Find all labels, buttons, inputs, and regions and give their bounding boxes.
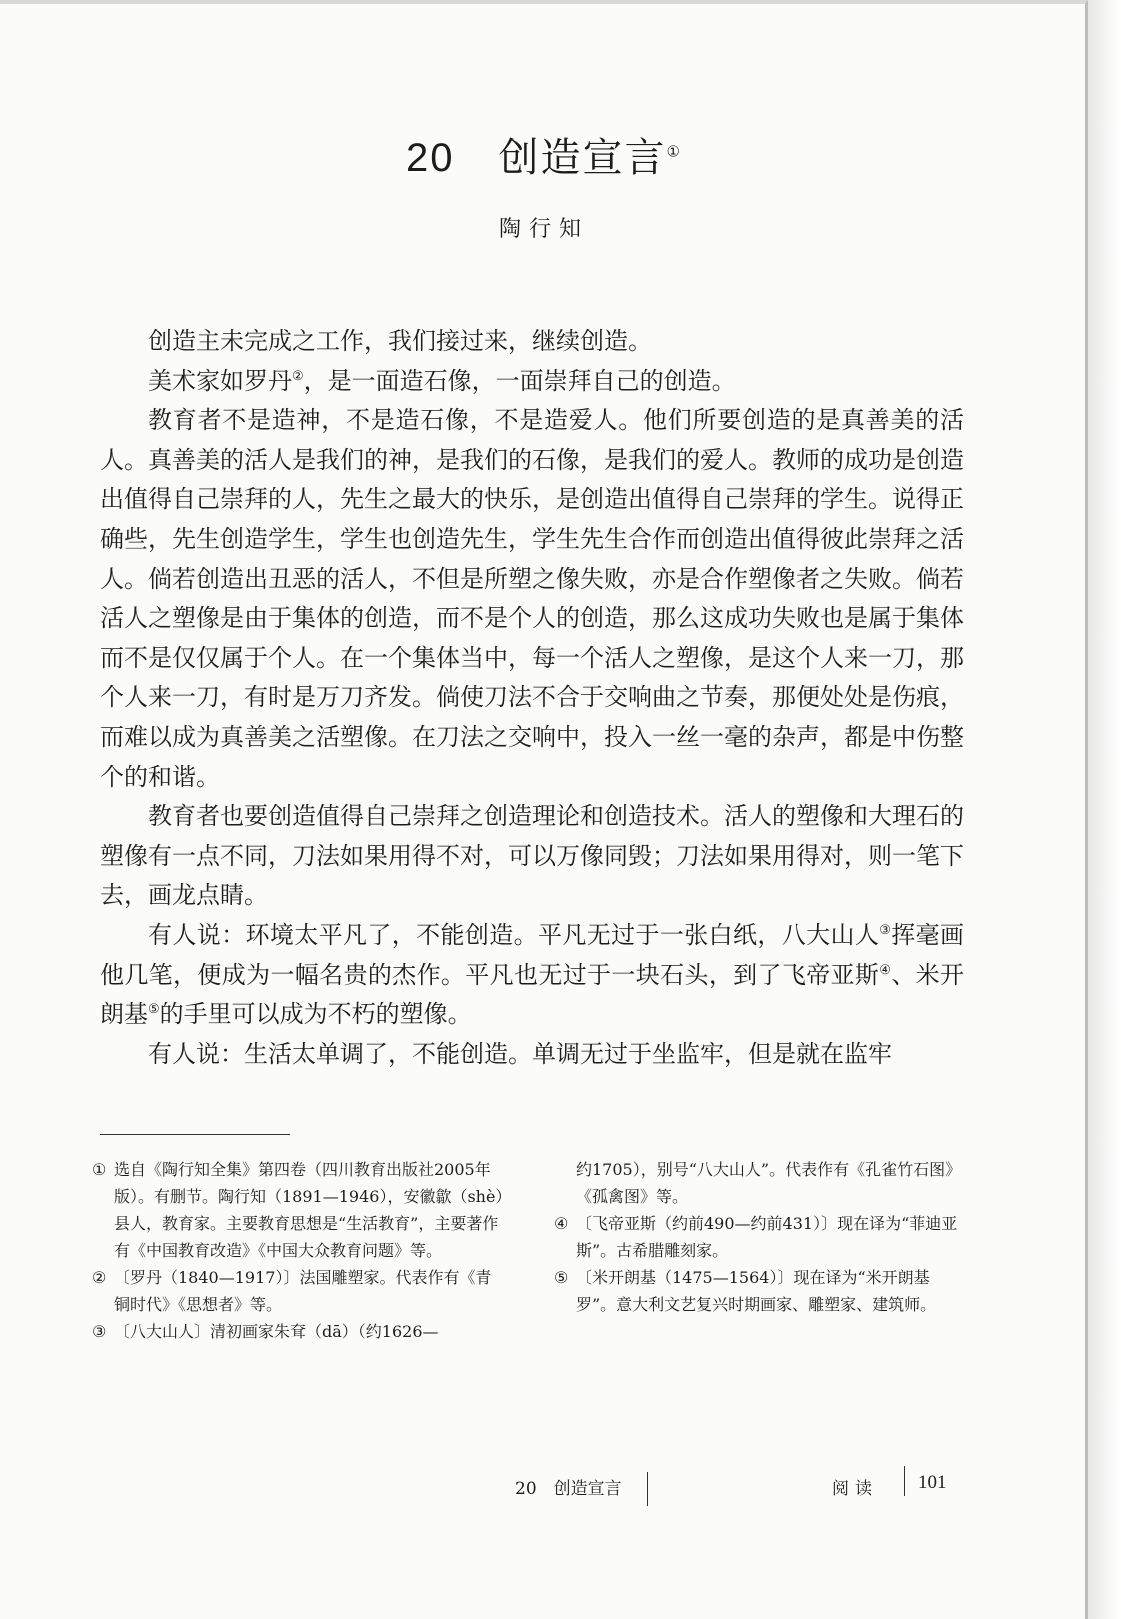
page-title — [0, 126, 1088, 183]
lesson-title: 创造宣言 — [498, 135, 667, 181]
footnote-2: ② 〔罗丹（1840—1917）〕法国雕塑家。代表作有《青铜时代》《思想者》等。 — [92, 1268, 492, 1314]
footnote-1: ① 选自《陶行知全集》第四卷（四川教育出版社2005年版）。有删节。陶行知（1891—1946），安徽歙（shè）县人，教育家。主要教育思想是“生活教育”，主要著作有《中国教育改造》《中国大众教育问题》等。 — [92, 1160, 504, 1260]
paragraph-1: 创造主未完成之工作，我们接过来，继续创造。 — [148, 327, 652, 355]
paragraph-6: 有人说：生活太单调了，不能创造。单调无过于坐监牢，但是就在监牢 — [148, 1039, 892, 1068]
footnote-ref-2: ② — [292, 368, 304, 384]
paragraph-2: 美术家如罗丹②，是一面造石像，一面崇拜自己的创造。 — [148, 366, 736, 395]
footnote-column-right — [554, 1156, 969, 1318]
paragraph-4: 教育者也要创造值得自己崇拜之创造理论和创造技术。活人的塑像和大理石的塑像有一点不同，刀法如果用得不对，可以万像同毁；刀法如果用得对，则一笔下去，画龙点睛。 — [100, 802, 964, 910]
footnote-ref-5: ⑤ — [148, 1002, 160, 1018]
footer-divider — [647, 1472, 648, 1506]
lesson-number: 20 — [406, 136, 455, 180]
body-text — [100, 322, 964, 1074]
footnote-3-continued: 约1705），别号“八大山人”。代表作有《孔雀竹石图》《孤禽图》等。 — [576, 1160, 962, 1206]
footnote-ref-4: ④ — [879, 962, 892, 978]
footnote-divider — [100, 1134, 290, 1135]
page-edge — [1088, 0, 1121, 1619]
footnote-ref-3: ③ — [879, 922, 892, 938]
page-footer — [0, 1466, 1088, 1506]
paragraph-3: 教育者不是造神，不是造石像，不是造爱人。他们所要创造的是真善美的活人。真善美的活人是我们的神，是我们的石像，是我们的爱人。教师的成功是创造出值得自己崇拜的人，先生之最大的快乐，是创造出值得自己崇拜的学生。说得正确些，先生创造学生，学生也创造先生，学生先生合作而创造出值得彼此崇拜之活人。倘若创造出丑恶的活人，不但是所塑之像失败，亦是合作塑像者之失败。倘若活人之塑像是由于集体的创造，而不是个人的创造，那么这成功失败也是属于集体而不是仅仅属于个人。在一个集体当中，每一个活人之塑像，是这个人来一刀，那个人来一刀，有时是万刀齐发。倘使刀法不合于交响曲之节奏，那便处处是伤痕，而难以成为真善美之活塑像。在刀法之交响中，投入一丝一毫的杂声，都是中伤整个的和谐。 — [100, 406, 964, 791]
footnote-5: ⑤ 〔米开朗基（1475—1564）〕现在译为“米开朗基罗”。意大利文艺复兴时期画家、雕塑家、建筑师。 — [554, 1268, 937, 1314]
footer-chapter: 20 创造宣言 — [515, 1479, 622, 1499]
footnote-4: ④ 〔飞帝亚斯（约前490—约前431）〕现在译为“菲迪亚斯”。古希腊雕刻家。 — [554, 1214, 958, 1260]
footer-section: 阅读 — [832, 1479, 878, 1499]
paragraph-5: 有人说：环境太平凡了，不能创造。平凡无过于一张白纸，八大山人③挥毫画他几笔，便成为一幅名贵的杰作。平凡也无过于一块石头，到了飞帝亚斯④、米开朗基⑤的手里可以成为不朽的塑像。 — [100, 920, 965, 1029]
footnote-column-left — [92, 1156, 507, 1345]
title-footnote-ref: ① — [666, 142, 682, 161]
footer-divider — [904, 1466, 905, 1496]
author-name: 陶行知 — [498, 217, 589, 242]
footnote-3: ③ 〔八大山人〕清初画家朱耷（dā）（约1626— — [92, 1322, 439, 1341]
page-number: 101 — [918, 1472, 947, 1493]
